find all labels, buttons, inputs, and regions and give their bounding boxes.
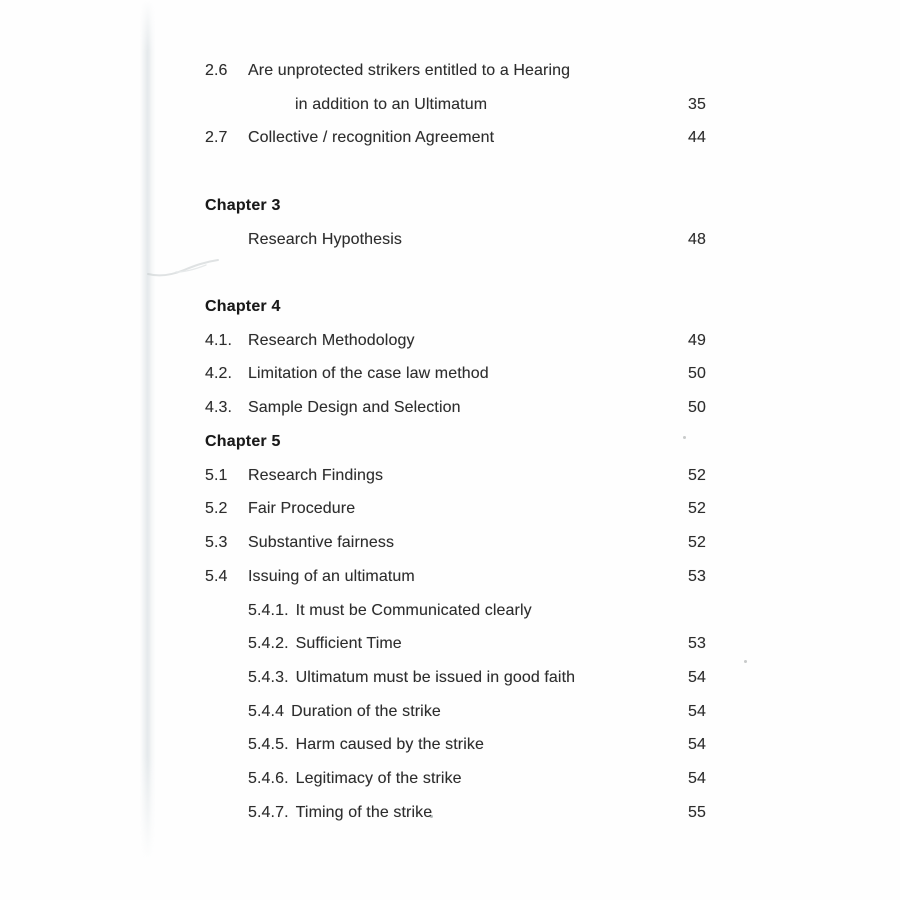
toc-page-number: 52 — [688, 534, 706, 552]
toc-page-number: 55 — [688, 803, 706, 821]
toc-page-number: 44 — [688, 129, 706, 147]
toc-entry-label: Ultimatum must be issued in good faith — [295, 668, 576, 686]
toc-entry-label: Harm caused by the strike — [295, 736, 484, 754]
toc-entry — [205, 459, 706, 493]
toc-page-number: 54 — [688, 702, 706, 720]
toc-entry — [205, 54, 706, 88]
toc-entry-label: Are unprotected strikers entitled to a Hearing — [248, 62, 571, 79]
toc-entry-label: Research Methodology — [248, 331, 415, 349]
toc-chapter-heading — [205, 189, 706, 223]
toc-page-number: 50 — [688, 399, 706, 417]
toc-entry-label: Issuing of an ultimatum — [248, 567, 415, 585]
toc-entry — [205, 796, 706, 830]
toc-entry — [205, 695, 706, 729]
toc-entry — [205, 223, 706, 257]
toc-entry-label: Collective / recognition Agreement — [248, 129, 495, 147]
toc-page-number: 54 — [688, 770, 706, 788]
page-edge-shadow — [140, 0, 156, 860]
toc-entry-number: 5.4.7. — [248, 803, 289, 821]
toc-entry-label: It must be Communicated clearly — [295, 601, 532, 619]
toc-entry — [205, 526, 706, 560]
toc-page-number: 35 — [688, 95, 706, 113]
toc-page-number: 53 — [688, 567, 706, 585]
table-of-contents — [205, 54, 706, 830]
toc-blank-line — [205, 256, 706, 290]
toc-entry-number: 5.4.4 — [248, 702, 285, 720]
toc-page-number: 50 — [688, 365, 706, 383]
toc-entry-number: 5.4 — [205, 567, 228, 585]
toc-entry-label: Chapter 4 — [205, 298, 281, 316]
toc-chapter-heading — [205, 290, 706, 324]
toc-entry-label: Chapter 3 — [205, 196, 281, 214]
toc-entry-number: 5.4.6. — [248, 770, 289, 788]
toc-entry-label: Duration of the strike — [291, 702, 441, 720]
toc-entry — [205, 88, 706, 122]
toc-entry-label: Limitation of the case law method — [248, 365, 489, 383]
toc-entry-number: 2.6 — [205, 62, 228, 79]
toc-entry — [205, 661, 706, 695]
toc-entry-label: Chapter 5 — [205, 432, 281, 450]
toc-entry-number: 5.4.3. — [248, 668, 289, 686]
toc-entry-label: Legitimacy of the strike — [295, 770, 462, 788]
toc-entry — [205, 560, 706, 594]
toc-entry-number: 5.4.1. — [248, 601, 289, 619]
toc-entry-number: 2.7 — [205, 129, 228, 147]
toc-entry — [205, 762, 706, 796]
toc-entry-number: 5.3 — [205, 534, 228, 552]
toc-entry-label: in addition to an Ultimatum — [295, 95, 488, 113]
toc-entry-label: Substantive fairness — [248, 534, 395, 552]
toc-entry-label: Sufficient Time — [295, 635, 402, 653]
toc-entry-number: 5.1 — [205, 466, 228, 484]
toc-page-number: 52 — [688, 466, 706, 484]
toc-page-number: 53 — [688, 635, 706, 653]
toc-page-number: 54 — [688, 736, 706, 754]
toc-page-number: 54 — [688, 668, 706, 686]
toc-entry — [205, 121, 706, 155]
toc-entry — [205, 357, 706, 391]
toc-entry — [205, 627, 706, 661]
toc-entry — [205, 728, 706, 762]
toc-entry-label: Research Hypothesis — [248, 230, 402, 248]
toc-page-number: 52 — [688, 500, 706, 518]
toc-page-number: 48 — [688, 230, 706, 248]
toc-entry-number: 5.4.2. — [248, 635, 289, 653]
toc-entry-number: 4.1. — [205, 331, 233, 349]
toc-entry — [205, 324, 706, 358]
toc-entry — [205, 492, 706, 526]
toc-entry-label: Research Findings — [248, 466, 384, 484]
toc-entry-number: 5.2 — [205, 500, 228, 518]
toc-entry-number: 5.4.5. — [248, 736, 289, 754]
toc-entry-label: Timing of the strike — [295, 803, 433, 821]
toc-page-number: 49 — [688, 331, 706, 349]
toc-blank-line — [205, 155, 706, 189]
toc-entry-label: Sample Design and Selection — [248, 399, 461, 417]
toc-entry-number: 4.3. — [205, 399, 233, 417]
scan-speck — [744, 660, 747, 663]
toc-entry-number: 4.2. — [205, 365, 233, 383]
toc-entry-label: Fair Procedure — [248, 500, 356, 518]
toc-entry — [205, 594, 706, 628]
toc-entry — [205, 391, 706, 425]
toc-chapter-heading — [205, 425, 706, 459]
